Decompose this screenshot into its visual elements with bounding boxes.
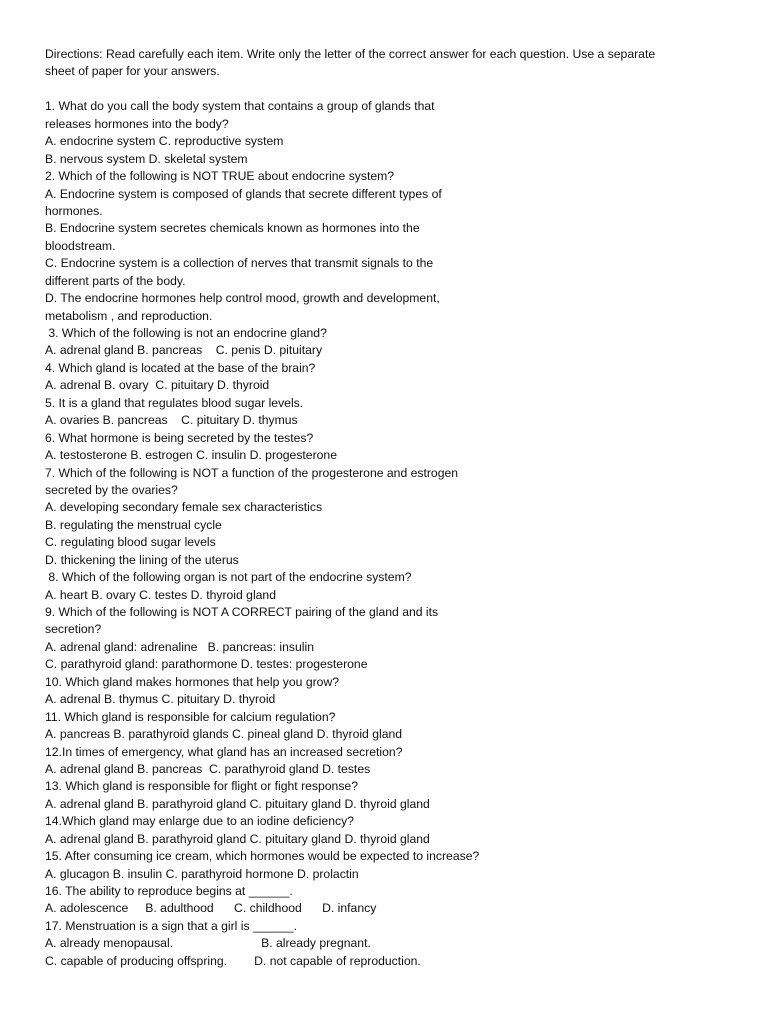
question-line: 8. Which of the following organ is not part of the endocrine system? (45, 570, 412, 585)
question-line: C. Endocrine system is a collection of nerves that transmit signals to the (45, 256, 434, 271)
question-line: secretion? (45, 622, 102, 637)
question-line: D. thickening the lining of the uterus (45, 552, 239, 567)
question-line: A. adrenal gland B. parathyroid gland C. pituitary gland D. thyroid gland (45, 831, 430, 846)
question-line: hormones. (45, 203, 103, 218)
question-line: C. regulating blood sugar levels (45, 535, 216, 550)
question-line: 2. Which of the following is NOT TRUE about endocrine system? (45, 169, 395, 184)
question-line: A. heart B. ovary C. testes D. thyroid gland (45, 587, 276, 602)
question-line: A. adrenal gland B. pancreas C. penis D. pituitary (45, 343, 323, 358)
question-line: releases hormones into the body? (45, 116, 229, 131)
question-line: 13. Which gland is responsible for flight or fight response? (45, 779, 358, 794)
question-line: A. developing secondary female sex characteristics (45, 500, 323, 515)
question-line: A. testosterone B. estrogen C. insulin D. progesterone (45, 448, 337, 463)
question-line: A. adolescence B. adulthood C. childhood D. infancy (45, 901, 377, 916)
question-line: A. ovaries B. pancreas C. pituitary D. thymus (45, 413, 298, 428)
question-line: B. Endocrine system secretes chemicals known as hormones into the (45, 221, 420, 236)
question-line: A. adrenal gland B. parathyroid gland C. pituitary gland D. thyroid gland (45, 796, 430, 811)
question-line: A. adrenal B. ovary C. pituitary D. thyroid (45, 378, 270, 393)
directions-line: sheet of paper for your answers. (45, 64, 220, 79)
question-line: 3. Which of the following is not an endocrine gland? (45, 326, 327, 340)
question-line: C. parathyroid gland: parathormone D. testes: progesterone (45, 657, 368, 672)
question-line: 1. What do you call the body system that contains a group of glands that (45, 99, 435, 114)
question-line: 11. Which gland is responsible for calcium regulation? (45, 709, 336, 724)
question-line: 10. Which gland makes hormones that help you grow? (45, 674, 340, 689)
directions-line: Directions: Read carefully each item. Write only the letter of the correct answer for each question. Use a separate (45, 47, 656, 61)
question-line: A. Endocrine system is composed of glands that secrete different types of (45, 186, 442, 201)
question-line: 12.In times of emergency, what gland has an increased secretion? (45, 744, 403, 759)
question-line: bloodstream. (45, 238, 116, 253)
paragraph-spacer (45, 81, 725, 98)
question-line: 6. What hormone is being secreted by the testes? (45, 430, 314, 445)
question-line: A. pancreas B. parathyroid glands C. pineal gland D. thyroid gland (45, 727, 403, 742)
question-line: metabolism , and reproduction. (45, 308, 213, 323)
worksheet-text (45, 46, 725, 970)
question-line: D. The endocrine hormones help control mood, growth and development, (45, 291, 440, 306)
question-line: different parts of the body. (45, 273, 186, 288)
question-line: secreted by the ovaries? (45, 482, 178, 497)
question-line: B. regulating the menstrual cycle (45, 517, 222, 532)
question-line: 14.Which gland may enlarge due to an iodine deficiency? (45, 814, 354, 829)
question-line: A. adrenal B. thymus C. pituitary D. thyroid (45, 692, 276, 707)
question-line: 15. After consuming ice cream, which hormones would be expected to increase? (45, 849, 480, 864)
question-line: A. already menopausal. B. already pregnant. (45, 936, 371, 951)
question-line: 7. Which of the following is NOT a function of the progesterone and estrogen (45, 465, 459, 480)
question-line: B. nervous system D. skeletal system (45, 151, 248, 166)
question-line: 16. The ability to reproduce begins at ______. (45, 884, 293, 898)
question-line: 4. Which gland is located at the base of the brain? (45, 360, 316, 375)
question-line: A. adrenal gland: adrenaline B. pancreas: insulin (45, 639, 314, 654)
question-line: A. glucagon B. insulin C. parathyroid hormone D. prolactin (45, 866, 359, 881)
question-line: A. endocrine system C. reproductive system (45, 134, 284, 149)
question-line: C. capable of producing offspring. D. not capable of reproduction. (45, 953, 421, 968)
question-line: 9. Which of the following is NOT A CORRECT pairing of the gland and its (45, 605, 439, 619)
question-line: 17. Menstruation is a sign that a girl is ______. (45, 918, 298, 933)
question-line: 5. It is a gland that regulates blood sugar levels. (45, 395, 304, 410)
question-line: A. adrenal gland B. pancreas C. parathyroid gland D. testes (45, 761, 371, 776)
question-list (45, 98, 725, 970)
